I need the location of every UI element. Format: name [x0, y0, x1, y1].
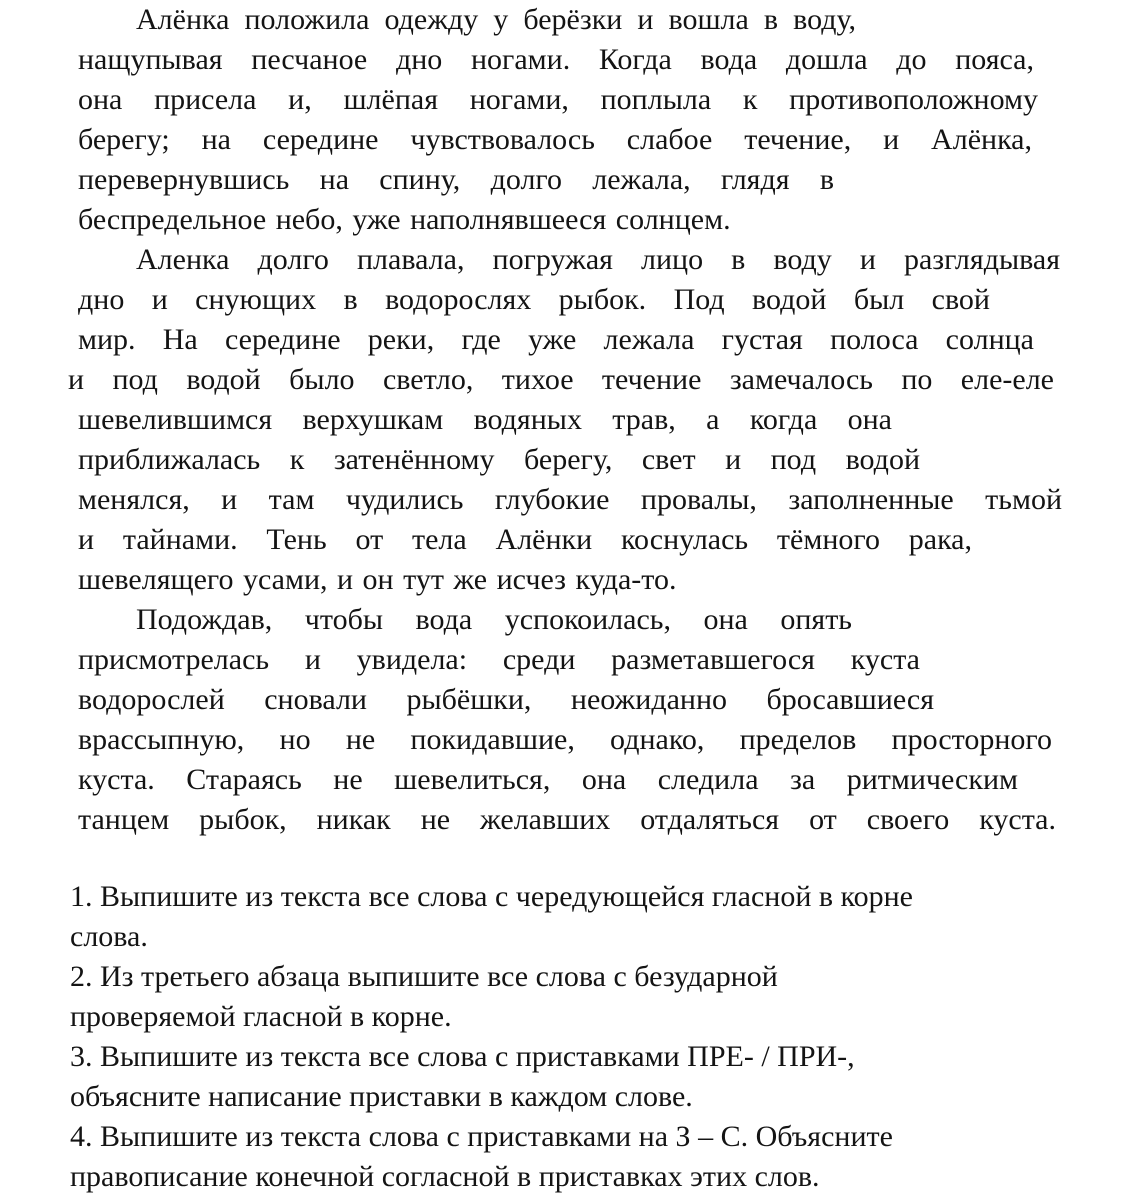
text-line: приближалась к затенённому берегу, свет и под водой [78, 443, 920, 476]
text-line: шевелившимся верхушкам водяных трав, а когда она [78, 403, 892, 436]
task-line: слова. [70, 920, 148, 953]
text-line: перевернувшись на спину, долго лежала, глядя в [78, 163, 834, 196]
text-line: куста. Стараясь не шевелиться, она следила за ритмическим [78, 763, 1018, 796]
text-line: менялся, и там чудились глубокие провалы, заполненные тьмой [78, 483, 1062, 516]
paragraph-2 [68, 240, 1068, 600]
text-line: врассыпную, но не покидавшие, однако, пределов просторного [78, 723, 1052, 756]
text-line: Алёнка положила одежду у берёзки и вошла в воду, [136, 3, 856, 36]
text-line: нащупывая песчаное дно ногами. Когда вода дошла до пояса, [78, 43, 1034, 76]
text-line: шевелящего усами, и он тут же исчез куда-то. [78, 563, 677, 596]
task-line: 1. Выпишите из текста все слова с чередующейся гласной в корне [70, 880, 913, 913]
task-line: объясните написание приставки в каждом слове. [70, 1080, 693, 1113]
text-line: мир. На середине реки, где уже лежала густая полоса солнца [78, 323, 1034, 356]
task-line: 3. Выпишите из текста все слова с приставками ПРЕ- / ПРИ-, [70, 1040, 855, 1073]
task-list [70, 877, 1080, 1197]
story-passage [68, 0, 1068, 840]
paragraph-3 [78, 600, 1068, 840]
text-line: берегу; на середине чувствовалось слабое течение, и Алёнка, [78, 123, 1032, 156]
task-line: проверяемой гласной в корне. [70, 1000, 452, 1033]
text-line: танцем рыбок, никак не желавших отдаляться от своего куста. [78, 803, 1056, 836]
text-line: она присела и, шлёпая ногами, поплыла к противоположному [78, 83, 1038, 116]
task-item-3 [70, 1037, 1080, 1117]
task-line: правописание конечной согласной в приставках этих слов. [70, 1160, 820, 1193]
text-line: Подождав, чтобы вода успокоилась, она опять [136, 603, 852, 636]
text-line: присмотрелась и увидела: среди разметавшегося куста [78, 643, 920, 676]
text-line: беспредельное небо, уже наполнявшееся солнцем. [78, 203, 731, 236]
task-item-4 [70, 1117, 1080, 1197]
task-line: 4. Выпишите из текста слова с приставками на З – С. Объясните [70, 1120, 893, 1153]
text-line: и тайнами. Тень от тела Алёнки коснулась тёмного рака, [78, 523, 972, 556]
task-item-1 [70, 877, 1080, 957]
paragraph-1 [78, 0, 1068, 240]
text-line: водорослей сновали рыбёшки, неожиданно бросавшиеся [78, 683, 934, 716]
text-line: и под водой было светло, тихое течение замечалось по еле-еле [68, 363, 1054, 396]
text-line: Аленка долго плавала, погружая лицо в воду и разглядывая [136, 243, 1060, 276]
task-item-2 [70, 957, 1080, 1037]
text-line: дно и снующих в водорослях рыбок. Под водой был свой [78, 283, 990, 316]
task-line: 2. Из третьего абзаца выпишите все слова с безударной [70, 960, 778, 993]
